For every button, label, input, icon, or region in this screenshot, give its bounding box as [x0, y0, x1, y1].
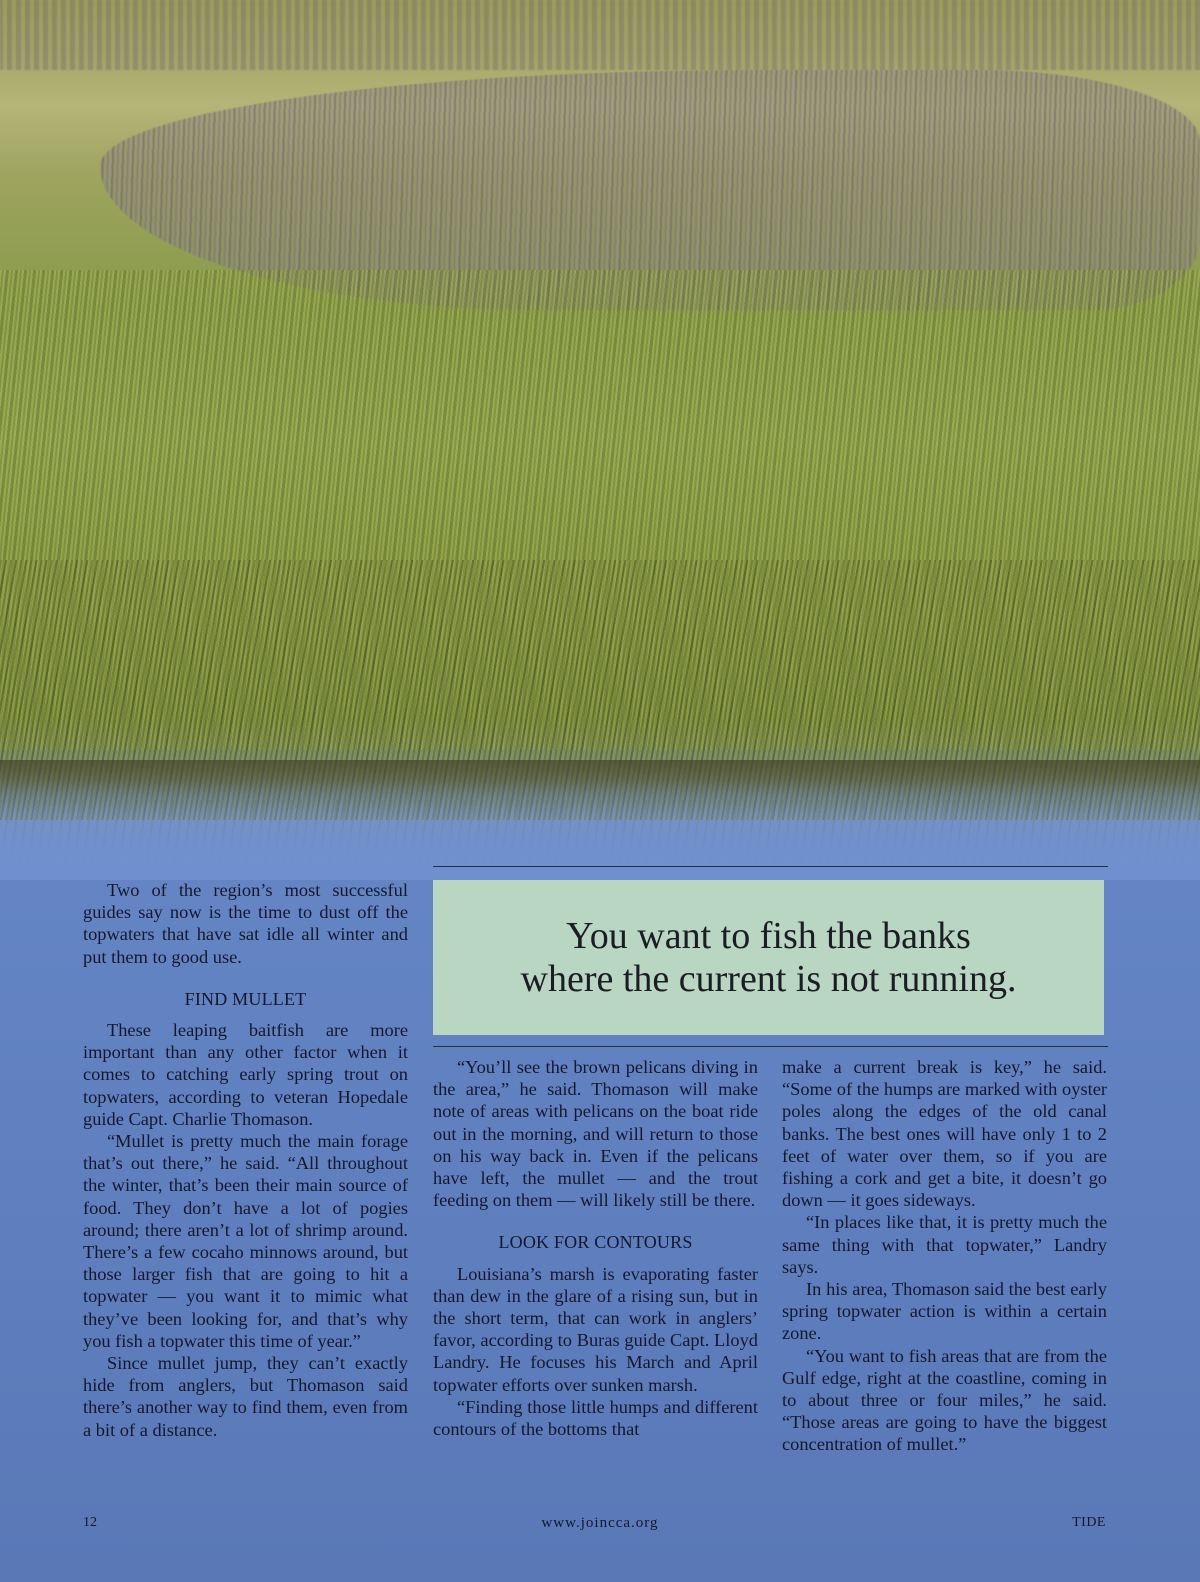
paragraph: “You want to fish areas that are from the Gulf edge, right at the coastline, coming in to about three or four miles,” he said. “Those areas are going to have the biggest concentration of mullet.” — [782, 1345, 1107, 1455]
paragraph: “Finding those little humps and different contours of the bottoms that — [433, 1396, 758, 1440]
paragraph: make a current break is key,” he said. “Some of the humps are marked with oyster poles along the edges of the old canal banks. The best ones will have only 1 to 2 feet of water over them, so if you are fishing a cork and get a bite, it doesn’t go down — it goes sideways. — [782, 1057, 1107, 1211]
pullquote-box — [433, 880, 1104, 1035]
paragraph: These leaping baitfish are more important than any other factor when it comes to catching early spring trout on topwaters, according to veteran Hopedale guide Capt. Charlie Thomason. — [83, 1020, 408, 1129]
article-column-2 — [433, 1056, 758, 1440]
website-link[interactable]: www.joincca.org — [541, 1515, 659, 1531]
pullquote-text — [481, 915, 1057, 1001]
paragraph: Since mullet jump, they can’t exactly hide from anglers, but Thomason said there’s another way to find them, even from a bit of a distance. — [83, 1353, 408, 1440]
pullquote-line-2: where the current is not running. — [520, 957, 1017, 1000]
magazine-name: TIDE — [1072, 1515, 1106, 1530]
paragraph: Louisiana’s marsh is evaporating faster than dew in the glare of a rising sun, but in the short term, that can work in anglers’ favor, according to Buras guide Capt. Lloyd Landry. He focuses his March and April topwater efforts over sunken marsh. — [433, 1263, 758, 1395]
paragraph: In his area, Thomason said the best early spring topwater action is within a certain zone. — [782, 1279, 1107, 1344]
article-column-1 — [83, 879, 408, 1441]
subheading-look-for-contours: LOOK FOR CONTOURS — [498, 1232, 693, 1253]
article-column-3 — [782, 1056, 1107, 1456]
pullquote-bottom-rule — [433, 1046, 1108, 1047]
pullquote-line-1: You want to fish the banks — [566, 914, 971, 957]
paragraph: “Mullet is pretty much the main forage that’s out there,” he said. “All throughout the winter, that’s been their main source of food. They don’t have a lot of pogies around; there aren’t a lot of shrimp around. There’s a few cocaho minnows around, but those larger fish that are going to hit a topwater — you want it to mimic what they’ve been looking for, and that’s why you fish a topwater this time of year.” — [83, 1131, 408, 1351]
paragraph: Two of the region’s most successful guides say now is the time to dust off the topwaters that have sat idle all winter and put them to good use. — [83, 880, 408, 967]
subheading-find-mullet: FIND MULLET — [184, 988, 307, 1009]
paragraph: “In places like that, it is pretty much the same thing with that topwater,” Landry says. — [782, 1212, 1107, 1277]
paragraph: “You’ll see the brown pelicans diving in the area,” he said. Thomason will make note of areas with pelicans on the boat ride out in the morning, and will return to those on his way back in. Even if the pelicans have left, the mullet — and the trout feeding on them — will likely still be there. — [433, 1057, 758, 1211]
pullquote-top-rule — [433, 866, 1108, 867]
page-number: 12 — [83, 1515, 97, 1530]
